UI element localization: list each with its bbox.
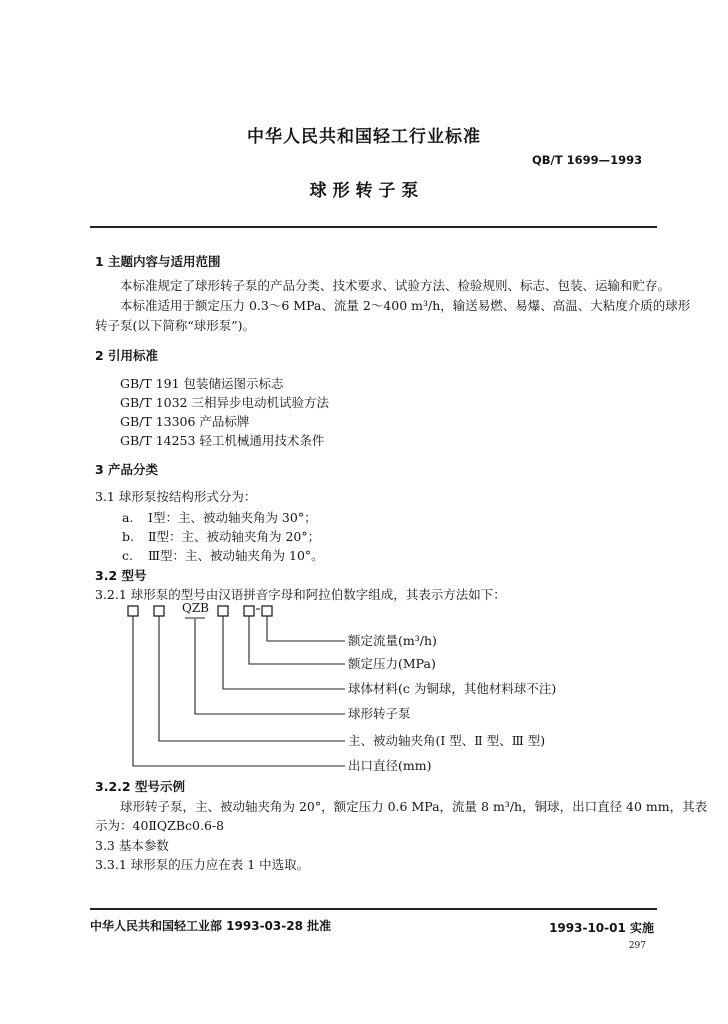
- leader-shaft-angle: [159, 616, 345, 741]
- type-item-marker: c.: [122, 548, 133, 563]
- diagram-label: 球体材料(c 为铜球，其他材料球不注): [348, 681, 557, 696]
- type-item-text: Ⅱ型：主、被动轴夹角为 20°；: [148, 529, 321, 544]
- approval-line: 中华人民共和国轻工业部 1993-03-28 批准: [90, 919, 332, 933]
- model-code-qzb: QZB: [182, 601, 209, 615]
- model-example-code: 示为：40ⅡQZBc0.6-8: [95, 818, 225, 833]
- code-box-rated-pressure: [244, 606, 254, 616]
- type-item-text: Ⅰ型：主、被动轴夹角为 30°；: [148, 510, 317, 525]
- diagram-label: 出口直径(mm): [348, 758, 432, 773]
- reference-item: GB/T 191 包装储运图示标志: [120, 376, 284, 391]
- leader-ball-material: [223, 616, 345, 689]
- leader-rated-pressure: [249, 616, 345, 664]
- type-item-marker: b.: [122, 529, 134, 544]
- diagram-label: 球形转子泵: [348, 706, 411, 721]
- page-number: 297: [628, 941, 646, 951]
- section-1-paragraph-2: 本标准适用于额定压力 0.3～6 MPa、流量 2～400 m³/h，输送易燃、易爆、高温、大粘度介质的球形: [120, 298, 691, 313]
- code-box-rated-flow: [262, 606, 272, 616]
- clause-3-3-1: 3.3.1 球形泵的压力应在表 1 中选取。: [95, 857, 310, 872]
- model-example-text: 球形转子泵，主、被动轴夹角为 20°，额定压力 0.6 MPa，流量 8 m³/h，铜球，出口直径 40 mm，其表: [120, 799, 708, 814]
- section-2-heading: 2 引用标准: [95, 348, 159, 363]
- clause-3-2: 3.2 型号: [95, 568, 147, 583]
- reference-item: GB/T 13306 产品标牌: [120, 414, 250, 429]
- clause-3-3: 3.3 基本参数: [95, 838, 169, 853]
- leader-outlet-diameter: [133, 616, 345, 766]
- footer-rule: [90, 908, 657, 910]
- section-1-paragraph-2-continued: 转子泵(以下简称“球形泵”)。: [95, 318, 256, 333]
- clause-3-2-1: 3.2.1 球形泵的型号由汉语拼音字母和阿拉伯数字组成，其表示方法如下：: [95, 587, 506, 602]
- leader-pump-code: [195, 619, 345, 714]
- type-item-text: Ⅲ型：主、被动轴夹角为 10°。: [148, 548, 324, 563]
- code-box-shaft-angle: [154, 606, 164, 616]
- section-1-heading: 1 主题内容与适用范围: [95, 254, 221, 269]
- leader-rated-flow: [267, 616, 345, 641]
- standard-number: QB/T 1699—1993: [532, 153, 643, 167]
- effective-date: 1993-10-01 实施: [549, 921, 654, 935]
- code-box-ball-material: [218, 606, 228, 616]
- reference-item: GB/T 1032 三相异步电动机试验方法: [120, 395, 329, 410]
- issuing-authority-title: 中华人民共和国轻工行业标准: [247, 127, 481, 147]
- diagram-label: 额定流量(m³/h): [348, 633, 437, 648]
- diagram-label: 主、被动轴夹角(Ⅰ 型、Ⅱ 型、Ⅲ 型): [348, 733, 546, 748]
- section-3-heading: 3 产品分类: [95, 462, 159, 477]
- clause-3-1: 3.1 球形泵按结构形式分为：: [95, 489, 257, 504]
- type-item-marker: a.: [122, 510, 134, 525]
- diagram-label: 额定压力(MPa): [348, 656, 436, 671]
- section-1-paragraph-1: 本标准规定了球形转子泵的产品分类、技术要求、试验方法、检验规则、标志、包装、运输和贮存。: [120, 278, 671, 293]
- document-title: 球 形 转 子 泵: [309, 181, 419, 201]
- reference-item: GB/T 14253 轻工机械通用技术条件: [120, 433, 325, 448]
- clause-3-2-2: 3.2.2 型号示例: [95, 779, 185, 794]
- code-box-outlet-diameter: [128, 606, 138, 616]
